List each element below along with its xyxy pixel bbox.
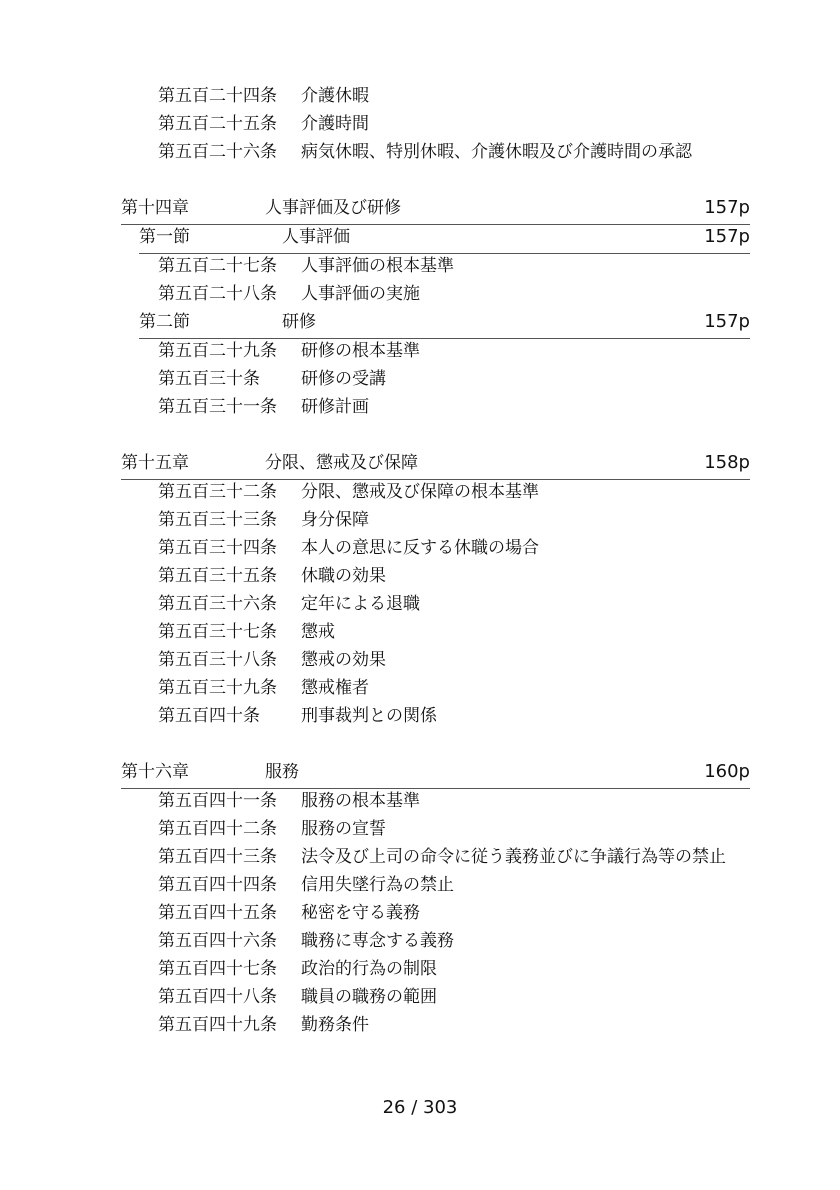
toc-chapter-heading xyxy=(121,196,750,225)
article-title: 勤務条件 xyxy=(301,1015,369,1035)
article-number: 第五百三十一条 xyxy=(158,397,277,417)
page-number: 26 / 303 xyxy=(382,1097,458,1118)
section-page-ref: 157p xyxy=(704,311,750,332)
article-title: 休職の効果 xyxy=(301,566,386,586)
chapter-page-ref: 158p xyxy=(704,452,750,473)
article-title: 秘密を守る義務 xyxy=(301,903,420,923)
article-title: 定年による退職 xyxy=(301,594,420,614)
article-title: 研修の根本基準 xyxy=(301,341,420,361)
section-number: 第二節 xyxy=(139,312,190,332)
article-title: 病気休暇、特別休暇、介護休暇及び介護時間の承認 xyxy=(301,142,692,162)
article-number: 第五百四十五条 xyxy=(158,903,277,923)
toc-chapter-heading xyxy=(121,451,750,480)
section-page-ref: 157p xyxy=(704,226,750,247)
article-title: 介護休暇 xyxy=(301,86,369,106)
toc-article-entry xyxy=(0,395,840,423)
chapter-page-ref: 157p xyxy=(704,197,750,218)
chapter-title: 服務 xyxy=(265,762,299,782)
toc-article-entry xyxy=(0,536,840,564)
toc-article-entry xyxy=(0,84,840,112)
article-title: 懲戒権者 xyxy=(301,678,369,698)
article-number: 第五百三十六条 xyxy=(158,594,277,614)
article-number: 第五百二十六条 xyxy=(158,142,277,162)
article-title: 人事評価の実施 xyxy=(301,284,420,304)
toc-article-entry xyxy=(0,1013,840,1041)
article-number: 第五百三十八条 xyxy=(158,650,277,670)
article-title: 身分保障 xyxy=(301,510,369,530)
toc-article-entry xyxy=(0,817,840,845)
toc-section-heading xyxy=(139,310,750,339)
toc-article-entry xyxy=(0,676,840,704)
toc-article-entry xyxy=(0,480,840,508)
article-title: 人事評価の根本基準 xyxy=(301,256,454,276)
toc-article-entry xyxy=(0,367,840,395)
article-number: 第五百三十九条 xyxy=(158,678,277,698)
article-title: 政治的行為の制限 xyxy=(301,959,437,979)
chapter-title: 人事評価及び研修 xyxy=(265,198,401,218)
chapter-page-ref: 160p xyxy=(704,761,750,782)
article-number: 第五百四十七条 xyxy=(158,959,277,979)
article-number: 第五百二十九条 xyxy=(158,341,277,361)
article-number: 第五百二十八条 xyxy=(158,284,277,304)
article-number: 第五百四十一条 xyxy=(158,791,277,811)
article-title: 服務の根本基準 xyxy=(301,791,420,811)
chapter-title: 分限、懲戒及び保障 xyxy=(265,453,418,473)
article-number: 第五百四十九条 xyxy=(158,1015,277,1035)
table-of-contents xyxy=(0,84,840,1041)
toc-article-entry xyxy=(0,620,840,648)
article-number: 第五百四十四条 xyxy=(158,875,277,895)
toc-article-entry xyxy=(0,648,840,676)
section-title: 研修 xyxy=(282,312,316,332)
spacer xyxy=(0,423,840,451)
article-title: 研修の受講 xyxy=(301,369,386,389)
toc-article-entry xyxy=(0,985,840,1013)
toc-article-entry xyxy=(0,929,840,957)
article-title: 懲戒 xyxy=(301,622,335,642)
article-title: 法令及び上司の命令に従う義務並びに争議行為等の禁止 xyxy=(301,847,726,867)
article-number: 第五百二十七条 xyxy=(158,256,277,276)
article-title: 分限、懲戒及び保障の根本基準 xyxy=(301,482,539,502)
article-title: 職員の職務の範囲 xyxy=(301,987,437,1007)
toc-article-entry xyxy=(0,282,840,310)
article-number: 第五百四十二条 xyxy=(158,819,277,839)
article-title: 研修計画 xyxy=(301,397,369,417)
article-title: 懲戒の効果 xyxy=(301,650,386,670)
article-number: 第五百四十三条 xyxy=(158,847,277,867)
article-number: 第五百四十六条 xyxy=(158,931,277,951)
toc-article-entry xyxy=(0,845,840,873)
article-number: 第五百二十五条 xyxy=(158,114,277,134)
chapter-number: 第十五章 xyxy=(121,453,189,473)
section-number: 第一節 xyxy=(139,227,190,247)
article-number: 第五百二十四条 xyxy=(158,86,277,106)
spacer xyxy=(0,732,840,760)
toc-article-entry xyxy=(0,140,840,168)
article-number: 第五百四十八条 xyxy=(158,987,277,1007)
article-number: 第五百三十五条 xyxy=(158,566,277,586)
toc-article-entry xyxy=(0,254,840,282)
toc-article-entry xyxy=(0,957,840,985)
toc-article-entry xyxy=(0,564,840,592)
article-title: 本人の意思に反する休職の場合 xyxy=(301,538,539,558)
article-number: 第五百三十七条 xyxy=(158,622,277,642)
article-number: 第五百三十三条 xyxy=(158,510,277,530)
chapter-number: 第十四章 xyxy=(121,198,189,218)
toc-section-heading xyxy=(139,225,750,254)
spacer xyxy=(0,168,840,196)
toc-article-entry xyxy=(0,704,840,732)
toc-article-entry xyxy=(0,112,840,140)
article-title: 信用失墜行為の禁止 xyxy=(301,875,454,895)
article-number: 第五百三十条 xyxy=(158,369,260,389)
toc-article-entry xyxy=(0,901,840,929)
toc-article-entry xyxy=(0,873,840,901)
article-title: 介護時間 xyxy=(301,114,369,134)
article-number: 第五百三十四条 xyxy=(158,538,277,558)
article-title: 職務に専念する義務 xyxy=(301,931,454,951)
toc-article-entry xyxy=(0,592,840,620)
article-number: 第五百四十条 xyxy=(158,706,260,726)
chapter-number: 第十六章 xyxy=(121,762,189,782)
toc-chapter-heading xyxy=(121,760,750,789)
article-number: 第五百三十二条 xyxy=(158,482,277,502)
section-title: 人事評価 xyxy=(282,227,350,247)
toc-article-entry xyxy=(0,339,840,367)
toc-article-entry xyxy=(0,789,840,817)
toc-article-entry xyxy=(0,508,840,536)
article-title: 服務の宣誓 xyxy=(301,819,386,839)
article-title: 刑事裁判との関係 xyxy=(301,706,437,726)
